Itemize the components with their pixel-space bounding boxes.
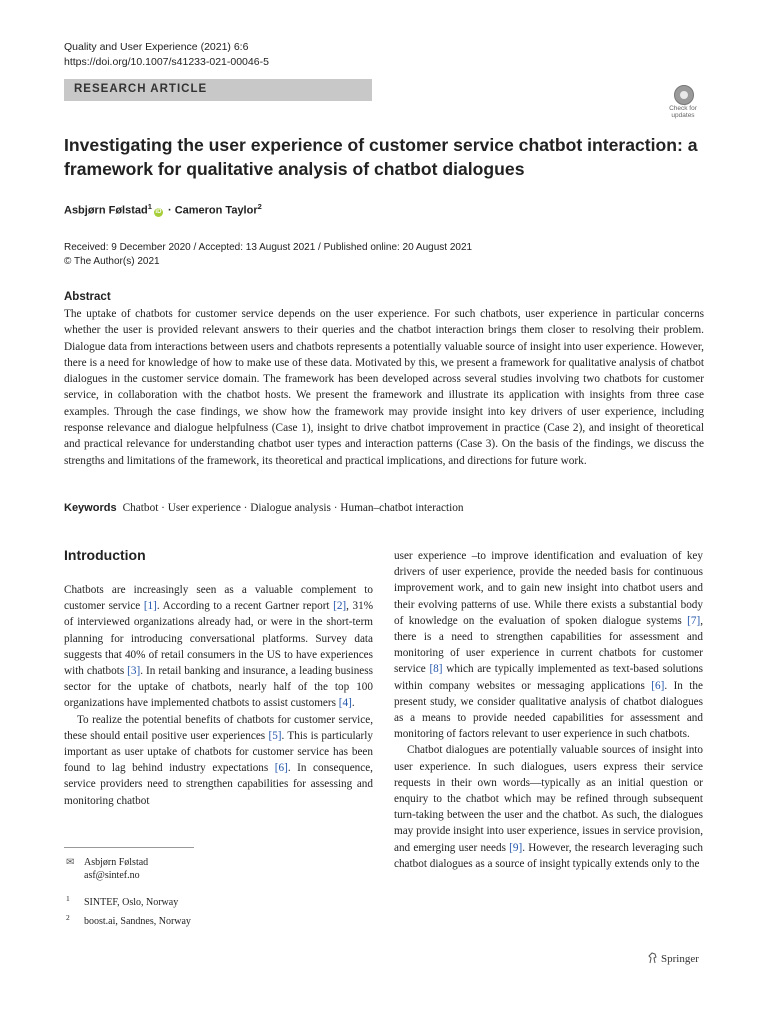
article-title: Investigating the user experience of customer service chatbot interaction: a framework for qualitative analysis of chatbot dialogues <box>64 135 698 179</box>
history-dates: Received: 9 December 2020 / Accepted: 13 August 2021 / Published online: 20 August 2021 <box>64 242 473 253</box>
corresponding-author-name: Asbjørn Følstad <box>84 857 149 868</box>
paragraph <box>394 548 703 742</box>
paragraph-text: . <box>351 697 355 710</box>
paragraph-text: . In the present study, we consider qualitative analysis of chatbot dialogues as a means to provide needed capabilities for assessment and monitoring of factors relevant to user experience in such chatbots. <box>394 679 703 741</box>
envelope-icon: ✉ <box>66 857 75 868</box>
abstract-heading: Abstract <box>64 291 111 303</box>
author-separator: · <box>164 204 175 217</box>
article-type-label: RESEARCH ARTICLE <box>74 83 208 95</box>
journal-header <box>64 40 269 70</box>
paragraph <box>64 582 373 712</box>
paragraph-text: . However, the research leveraging such chatbot dialogues as a source of insight typically extends only to the <box>394 841 704 870</box>
keywords-label: Keywords <box>64 502 117 514</box>
doi-link[interactable]: https://doi.org/10.1007/s41233-021-00046-5 <box>64 56 269 68</box>
paragraph-text: , there is a need to strengthen capabilities for assessment and monitoring of user experience in current chatbots for customer service <box>394 614 703 676</box>
badge-text-line1: Check for <box>669 105 697 112</box>
paragraph-text: . According to a recent Gartner report <box>156 600 334 613</box>
corresponding-author-email[interactable]: asf@sintef.no <box>84 870 140 881</box>
affiliation-marker: 1 <box>147 202 152 211</box>
keywords-text: Chatbot · User experience · Dialogue analysis · Human–chatbot interaction <box>122 502 464 514</box>
check-for-updates-badge[interactable] <box>664 83 702 125</box>
abstract-text: The uptake of chatbots for customer service depends on the user experience. For such chatbots, user experience in particular concerns whether the user is provided relevant answers to their queries and the chatbot interaction brings them closer to resolving their problem. Dialogue data from interactions between users and chatbots represents a potentially valuable source of insight into user experience. However, there is a need for knowledge of how to make use of these data. Motivated by this, we present a framework for qualitative analysis of chatbot dialogues in the customer service domain. The framework has been developed across several studies involving two chatbots for customer service, in collaboration with the chatbot hosts. We present the framework and illustrate its application with insights from three case examples. Through the case findings, we show how the framework may provide insight into key drivers of user experience, including response relevance and dialogue helpfulness (Case 1), insight to drive chatbot improvement in practice (Case 2), and insight of theoretical and practical relevance for understanding chatbot user types and interaction patterns (Case 3). On the basis of the findings, we discuss the strengths and limitations of the framework, its theoretical and practical implications, and directions for future work. <box>64 308 704 467</box>
paragraph-text: . This is particularly important as user uptake of chatbots for customer service has been found to lag behind industry expectations <box>64 729 373 775</box>
orcid-icon[interactable]: iD <box>155 208 162 215</box>
citation-link[interactable]: [7] <box>687 614 701 627</box>
paragraph-text: To realize the potential benefits of chatbots for customer service, these should entail positive user experiences <box>64 713 373 742</box>
springer-horse-icon <box>648 952 658 964</box>
citation-link[interactable]: [3] <box>127 665 141 678</box>
author-name[interactable]: Asbjørn Følstad <box>64 204 148 217</box>
publication-dates <box>64 241 472 269</box>
badge-text-line2: updates <box>671 112 695 119</box>
citation-link[interactable]: [4] <box>338 697 352 710</box>
citation-link[interactable]: [9] <box>509 841 523 854</box>
affiliation-marker: 2 <box>257 202 262 211</box>
citation-link[interactable]: [1] <box>143 600 157 613</box>
journal-citation: Quality and User Experience (2021) 6:6 <box>64 41 249 53</box>
body-column-left <box>64 582 373 809</box>
paragraph <box>394 742 703 872</box>
citation-link[interactable]: [6] <box>651 679 665 692</box>
copyright-line: © The Author(s) 2021 <box>64 256 160 267</box>
paragraph-text: Chatbot dialogues are potentially valuable sources of insight into user experience. In such dialogues, users express their service requests in their own words—typically as an initial question or enquiry to the chatbot which may be refined through subsequent turn-taking between the user and the chatbot. As such, the dialogues may provide insight into user experience, issues in service provision, and emerging user needs <box>394 744 703 854</box>
affiliation-1: SINTEF, Oslo, Norway <box>84 897 179 908</box>
publisher-logo <box>648 952 699 965</box>
citation-link[interactable]: [6] <box>274 762 288 775</box>
citation-link[interactable]: [8] <box>429 663 443 676</box>
paragraph-text: . In consequence, service providers need to strengthen capabilities for assessing and monitoring chatbot <box>64 762 373 807</box>
author-name[interactable]: Cameron Taylor <box>174 204 258 217</box>
paragraph-text: user experience –to improve identification and evaluation of key drivers of user experience, provide the needed basis for continuous improvement work, and to gain new insight into chatbot users and their evolving patterns of use. While there exists a substantial body of knowledge on the evaluation of spoken dialogue systems <box>394 550 703 627</box>
paragraph-text: , 31% of interviewed organizations already had, or were in the short-term planning for introducing conversational platforms. Survey data suggests that 40% of retail consumers in the US to have experiences with chatbots <box>64 600 374 678</box>
paragraph <box>64 712 373 809</box>
citation-link[interactable]: [5] <box>268 729 282 742</box>
check-for-updates-icon <box>674 85 694 105</box>
footnote-number: 1 <box>66 894 70 903</box>
footnote-divider <box>64 847 194 848</box>
author-list <box>64 202 262 217</box>
keywords-line <box>64 500 464 516</box>
citation-link[interactable]: [2] <box>333 600 347 613</box>
paragraph-text: which are typically implemented as text-based solutions within company websites or messaging applications <box>394 663 703 692</box>
publisher-name: Springer <box>661 953 699 965</box>
paragraph-text: . In retail banking and insurance, a leading business sector for the uptake of chatbots, nearly half of the top 100 organizations have implemented chatbots to assist customers <box>64 665 373 710</box>
affiliation-2: boost.ai, Sandnes, Norway <box>84 916 191 927</box>
body-column-right <box>394 548 703 872</box>
paragraph-text: Chatbots are increasingly seen as a valuable complement to customer service <box>64 584 373 613</box>
section-heading-introduction: Introduction <box>64 547 146 563</box>
footnote-number: 2 <box>66 913 70 922</box>
